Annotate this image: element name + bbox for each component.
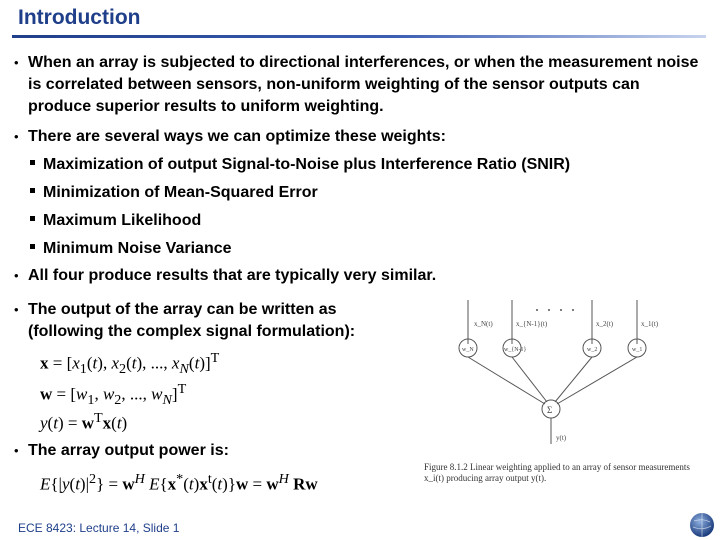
square-bullet-icon xyxy=(30,160,35,165)
sub-bullet-2: Minimization of Mean-Squared Error xyxy=(30,182,318,204)
signal-label: x_2(t) xyxy=(596,320,614,328)
bullet-dot: • xyxy=(14,55,19,70)
figure-caption: Figure 8.1.2 Linear weighting applied to an array of sensor measurements x_i(t) producing array output y(t). xyxy=(424,462,690,483)
bullet-5: • The array output power is: xyxy=(28,440,408,462)
signal-label: x_1(t) xyxy=(641,320,659,328)
sum-node-label: Σ xyxy=(547,405,553,415)
square-bullet-icon xyxy=(30,244,35,249)
bullet-dot: • xyxy=(14,302,19,317)
slide-title: Introduction xyxy=(18,6,141,29)
bullet-4: • The output of the array can be written as (following the complex signal formulation): xyxy=(14,301,356,340)
sub-bullet-4: Minimum Noise Variance xyxy=(30,238,232,260)
equation-w-vector: $w = [w_1$, $w_2$, ..., $w_N]^T$ xyxy=(40,381,187,409)
weight-label: w_{N-1} xyxy=(504,347,527,353)
output-label: y(t) xyxy=(556,434,567,442)
square-bullet-icon xyxy=(30,216,35,221)
bullet-dot: • xyxy=(14,268,19,283)
signal-label: x_{N-1}(t) xyxy=(516,320,548,328)
globe-logo-icon xyxy=(688,512,716,538)
title-divider xyxy=(12,35,706,38)
equation-output-power: $E\{|y(t)|^2\} = w^H$ $E\{x^*(t)x^t(t)\}w = w^H$ Rw xyxy=(40,471,318,494)
equation-x-vector: $x = [x_1(t)$, $x_2(t)$, ..., $x_N(t)]^T$ xyxy=(40,350,220,378)
weight-label: w_2 xyxy=(587,347,598,353)
square-bullet-icon xyxy=(30,188,35,193)
signal-label: x_N(t) xyxy=(474,320,493,328)
equation-array-output: $y(t) = w^Tx(t)$ xyxy=(40,410,128,433)
bullet-dot: • xyxy=(14,129,19,144)
bullet-2: • There are several ways we can optimize these weights: xyxy=(28,126,700,148)
weight-label: w_N xyxy=(462,347,474,353)
sub-bullet-1: Maximization of output Signal-to-Noise plus Interference Ratio (SNIR) xyxy=(30,154,570,176)
sub-bullet-3: Maximum Likelihood xyxy=(30,210,201,232)
bullet-3: • All four produce results that are typically very similar. xyxy=(28,265,700,287)
slide-footer: ECE 8423: Lecture 14, Slide 1 xyxy=(18,521,180,535)
weight-label: w_1 xyxy=(632,347,643,353)
bullet-1: • When an array is subjected to directional interferences, or when the measurement noise is correlated between sensors, non-uniform weighting of the sensor outputs can produce superior results to uniform weighting. xyxy=(14,54,699,115)
bullet-dot: • xyxy=(14,443,19,458)
